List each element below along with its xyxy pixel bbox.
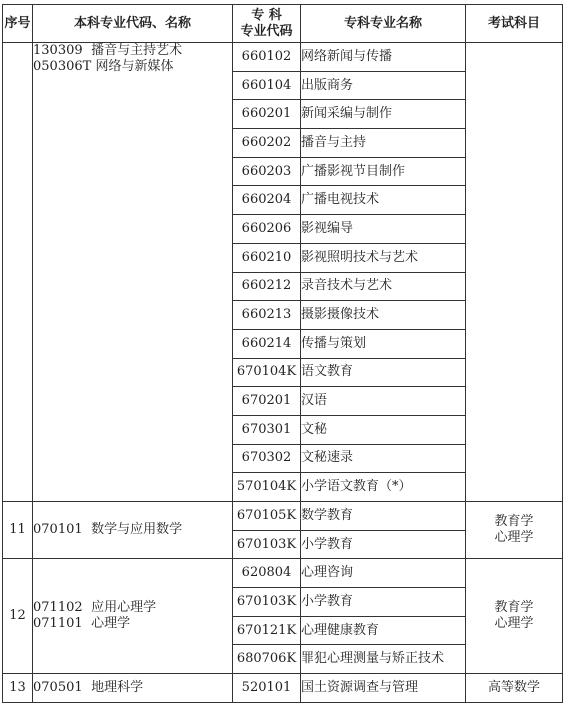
exam-subject: 教育学 xyxy=(494,600,534,616)
associate-name: 录音技术与艺术 xyxy=(301,272,466,301)
associate-code: 660206 xyxy=(233,215,301,244)
exam-subject: 教育学 xyxy=(494,514,534,530)
associate-name: 心理健康教育 xyxy=(301,616,466,645)
bachelor-name: 播音与主持艺术 xyxy=(91,43,183,58)
bachelor-major xyxy=(33,680,232,696)
bachelor-code: 050306T xyxy=(33,59,92,74)
bachelor-code: 130309 xyxy=(33,43,83,58)
associate-code: 660201 xyxy=(233,100,301,129)
associate-code: 660210 xyxy=(233,243,301,272)
associate-name: 心理咨询 xyxy=(301,559,466,588)
table-body xyxy=(3,43,563,703)
associate-name: 新闻采编与制作 xyxy=(301,100,466,129)
header-code-line2: 专业代码 xyxy=(240,23,293,39)
bachelor-code: 070501 xyxy=(33,680,83,696)
associate-code: 660202 xyxy=(233,129,301,158)
exam-subject: 高等数学 xyxy=(487,680,540,696)
associate-code: 680706K xyxy=(233,645,301,674)
associate-name: 网络新闻与传播 xyxy=(301,43,466,72)
bachelor-name: 心理学 xyxy=(91,616,131,632)
associate-code: 670104K xyxy=(233,358,301,387)
associate-code: 570104K xyxy=(233,473,301,502)
associate-code: 670103K xyxy=(233,588,301,617)
associate-name: 广播电视技术 xyxy=(301,186,466,215)
bachelor-name: 数学与应用数学 xyxy=(91,522,183,538)
exam-subject: 心理学 xyxy=(494,616,534,632)
header-bachelor: 本科专业代码、名称 xyxy=(33,5,233,43)
bachelor-major xyxy=(33,43,232,59)
bachelor-name: 地理科学 xyxy=(91,680,144,696)
majors-table xyxy=(2,4,563,703)
bachelor-code: 071102 xyxy=(33,600,83,616)
associate-name: 汉语 xyxy=(301,387,466,416)
header-name: 专科专业名称 xyxy=(301,5,466,43)
row-index: 13 xyxy=(3,674,33,703)
exam-subjects xyxy=(466,502,563,559)
associate-name: 罪犯心理测量与矫正技术 xyxy=(301,645,466,674)
bachelor-code: 071101 xyxy=(33,616,83,632)
row-index: 12 xyxy=(3,559,33,674)
associate-code: 670103K xyxy=(233,530,301,559)
exam-subjects xyxy=(466,674,563,703)
bachelor-major xyxy=(33,600,232,616)
row-index: 11 xyxy=(3,502,33,559)
associate-code: 670105K xyxy=(233,502,301,531)
associate-code: 660214 xyxy=(233,329,301,358)
bachelor-majors xyxy=(33,502,233,559)
associate-code: 620804 xyxy=(233,559,301,588)
associate-name: 播音与主持 xyxy=(301,129,466,158)
associate-code: 670121K xyxy=(233,616,301,645)
table-row xyxy=(3,43,563,72)
associate-name: 影视编导 xyxy=(301,215,466,244)
bachelor-major xyxy=(33,522,232,538)
bachelor-majors xyxy=(33,674,233,703)
table-row xyxy=(3,502,563,531)
associate-name: 文秘速录 xyxy=(301,444,466,473)
associate-name: 出版商务 xyxy=(301,71,466,100)
associate-name: 文秘 xyxy=(301,415,466,444)
bachelor-name: 网络与新媒体 xyxy=(95,59,174,74)
associate-code: 660203 xyxy=(233,157,301,186)
associate-name: 摄影摄像技术 xyxy=(301,301,466,330)
associate-code: 660104 xyxy=(233,71,301,100)
bachelor-majors xyxy=(33,43,233,502)
associate-name: 影视照明技术与艺术 xyxy=(301,243,466,272)
table-row xyxy=(3,559,563,588)
associate-name: 广播影视节目制作 xyxy=(301,157,466,186)
table-row xyxy=(3,674,563,703)
exam-subject: 心理学 xyxy=(494,530,534,546)
associate-code: 660212 xyxy=(233,272,301,301)
header-code xyxy=(233,5,301,43)
associate-code: 670201 xyxy=(233,387,301,416)
bachelor-code: 070101 xyxy=(33,522,83,538)
associate-name: 传播与策划 xyxy=(301,329,466,358)
associate-code: 670301 xyxy=(233,415,301,444)
associate-code: 660102 xyxy=(233,43,301,72)
header-row xyxy=(3,5,563,43)
associate-code: 660204 xyxy=(233,186,301,215)
associate-code: 670302 xyxy=(233,444,301,473)
row-index xyxy=(3,43,33,502)
associate-name: 小学语文教育（*） xyxy=(301,473,466,502)
exam-subjects xyxy=(466,559,563,674)
bachelor-name: 应用心理学 xyxy=(91,600,157,616)
associate-code: 660213 xyxy=(233,301,301,330)
bachelor-major xyxy=(33,616,232,632)
header-subjects: 考试科目 xyxy=(466,5,563,43)
bachelor-major xyxy=(33,59,232,75)
header-code-line1: 专 科 xyxy=(251,7,282,23)
associate-code: 520101 xyxy=(233,674,301,703)
associate-name: 小学教育 xyxy=(301,588,466,617)
header-index: 序号 xyxy=(3,5,33,43)
associate-name: 语文教育 xyxy=(301,358,466,387)
associate-name: 国土资源调查与管理 xyxy=(301,674,466,703)
bachelor-majors xyxy=(33,559,233,674)
exam-subjects xyxy=(466,43,563,502)
associate-name: 小学教育 xyxy=(301,530,466,559)
associate-name: 数学教育 xyxy=(301,502,466,531)
